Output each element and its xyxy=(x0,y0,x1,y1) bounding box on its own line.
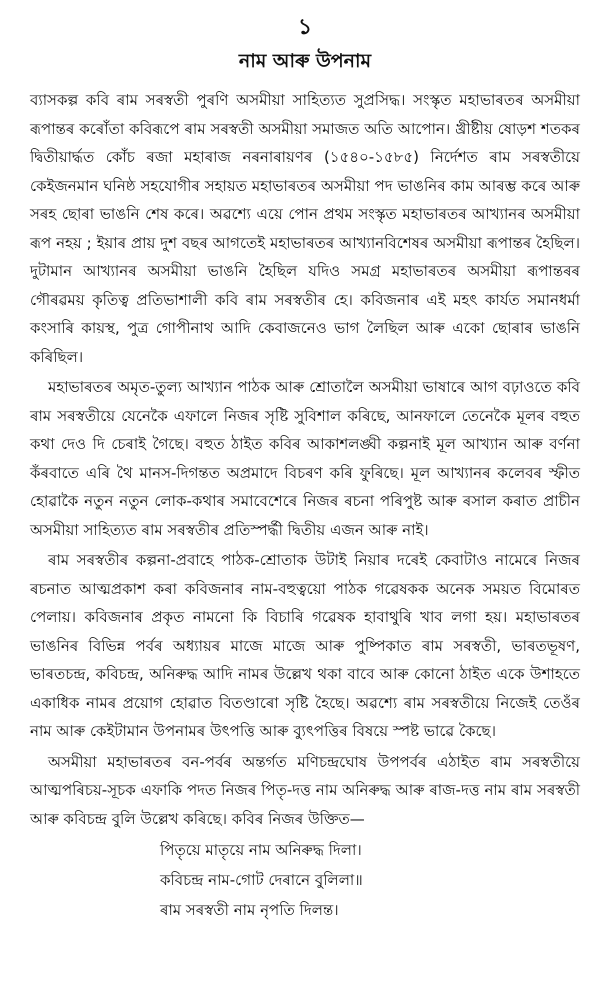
verse-line: পিতৃয়ে মাতৃয়ে নাম অনিৰুদ্ধ দিলা। xyxy=(160,841,362,859)
paragraph-quote-intro: অসমীয়া মহাভাৰতৰ বন-পৰ্বৰ অন্তৰ্গত মণিচন্দ্ৰঘোষ উপপৰ্বৰ এঠাইত ৰাম সৰস্বতীয়ে আত্মপৰিচয়-সূচক এফাকি পদত নিজৰ পিতৃ-দত্ত নাম অনিৰুদ্ধ আৰু ৰাজ-দত্ত নাম ৰাম সৰস্বতী আৰু কবিচন্দ্ৰ বুলি উল্লেখ কৰিছে। কবিৰ নিজৰ উক্তিত— xyxy=(30,752,580,828)
verse-line: কবিচন্দ্ৰ নাম-গোট দেৰানে বুলিলা॥ xyxy=(160,871,363,889)
paragraph-intro: ব্যাসকল্প কবি ৰাম সৰস্বতী পুৰণি অসমীয়া সাহিত্যত সুপ্ৰসিদ্ধ। সংস্কৃত মহাভাৰতৰ অসমীয়া ৰূপান্তৰ কৰোঁতা কবিৰূপে ৰাম সৰস্বতী অসমীয়া সমাজত অতি আপোন। খ্ৰীষ্টীয় ষোড়শ শতকৰ দ্বিতীয়াৰ্দ্ধত কোঁচ ৰজা মহাৰাজ নৰনাৰায়ণৰ (১৫৪০-১৫৮৫) নিৰ্দেশত ৰাম সৰস্বতীয়ে কেইজনমান ঘনিষ্ঠ সহযোগীৰ সহায়ত মহাভাৰতৰ অসমীয়া পদ ভাঙনিৰ কাম আৰম্ভ কৰে আৰু সৰহ ছোৰা ভাঙনি শেষ কৰে। অৱশ্যে এয়ে পোন প্ৰথম সংস্কৃত মহাভাৰতৰ আখ্যানৰ অসমীয়া ৰূপ নহয় ; ইয়াৰ প্ৰায় দুশ বছৰ আগতেই মহাভাৰতৰ আখ্যানবিশেষৰ অসমীয়া ৰূপান্তৰ হৈছিল। দুটামান আখ্যানৰ অসমীয়া ভাঙনি হৈছিল যদিও সমগ্ৰ মহাভাৰতৰ অসমীয়া ৰূপান্তৰৰ গৌৰৱময় কৃতিত্ব প্ৰতিভাশালী কবি ৰাম সৰস্বতীৰ হে। কবিজনাৰ এই মহৎ কাৰ্যত সমানধৰ্মা কংসাৰি কায়স্থ, পুত্ৰ গোপীনাথ আদি কেবাজনেও ভাগ লৈছিল আৰু একো ছোৰাৰ ভাঙনি কৰিছিল। xyxy=(30,91,580,366)
verse-quote xyxy=(160,835,580,925)
paragraph-names: ৰাম সৰস্বতীৰ কল্পনা-প্ৰবাহে পাঠক-শ্ৰোতাক উটাই নিয়াৰ দৰেই কেবাটাও নামেৰে নিজৰ ৰচনাত আত্মপ্ৰকাশ কৰা কবিজনাৰ নাম-বহুত্বয়ো পাঠক গৱেষকক অনেক সময়ত বিমোৰত পেলায়। কবিজনাৰ প্ৰকৃত নামনো কি বিচাৰি গৱেষক হাবাথুৰি খাব লগা হয়। মহাভাৰতৰ ভাঙনিৰ বিভিন্ন পৰ্বৰ অধ্যায়ৰ মাজে মাজে আৰু পুষ্পিকাত ৰাম সৰস্বতী, ভাৰতভূষণ, ভাৰতচন্দ্ৰ, কবিচন্দ্ৰ, অনিৰুদ্ধ আদি নামৰ উল্লেখ থকা বাবে আৰু কোনো ঠাইত একে উশাহতে একাধিক নামৰ প্ৰয়োগ হোৱাত বিতণ্ডাৰো সৃষ্টি হৈছে। অৱশ্যে ৰাম সৰস্বতীয়ে নিজেই তেওঁৰ নাম আৰু কেইটামান উপনামৰ উৎপত্তি আৰু ব্যুৎপত্তিৰ বিষয়ে স্পষ্ট ভাৱে কৈছে। xyxy=(30,551,580,740)
paragraph-mahabharata: মহাভাৰতৰ অমৃত-তুল্য আখ্যান পাঠক আৰু শ্ৰোতালৈ অসমীয়া ভাষাৰে আগ বঢ়াওতে কবি ৰাম সৰস্বতীয়ে যেনেকৈ এফালে নিজৰ সৃষ্টি সুবিশাল কৰিছে, আনফালে তেনেকৈ মূলৰ বহুত কথা দেও দি চেৰাই গৈছে। বহুত ঠাইত কবিৰ আকাশলঙ্ঘী কল্পনাই মূল আখ্যান আৰু বৰ্ণনা কঁৰবাতে এৰি থৈ মানস-দিগন্তত অপ্ৰমাদে বিচৰণ কৰি ফুৰিছে। মূল আখ্যানৰ কলেবৰ স্ফীত হোৱাকৈ নতুন নতুন লোক-কথাৰ সমাবেশেৰে নিজৰ ৰচনা পৰিপুষ্ট আৰু ৰসাল কৰাত প্ৰাচীন অসমীয়া সাহিত্যত ৰাম সৰস্বতীৰ প্ৰতিস্পৰ্দ্ধী দ্বিতীয় এজন আৰু নাই। xyxy=(30,378,580,539)
chapter-number: ১ xyxy=(297,15,313,40)
verse-line: ৰাম সৰস্বতী নাম নৃপতি দিলন্ত। xyxy=(160,901,339,919)
chapter-title: নাম আৰু উপনাম xyxy=(238,50,372,72)
